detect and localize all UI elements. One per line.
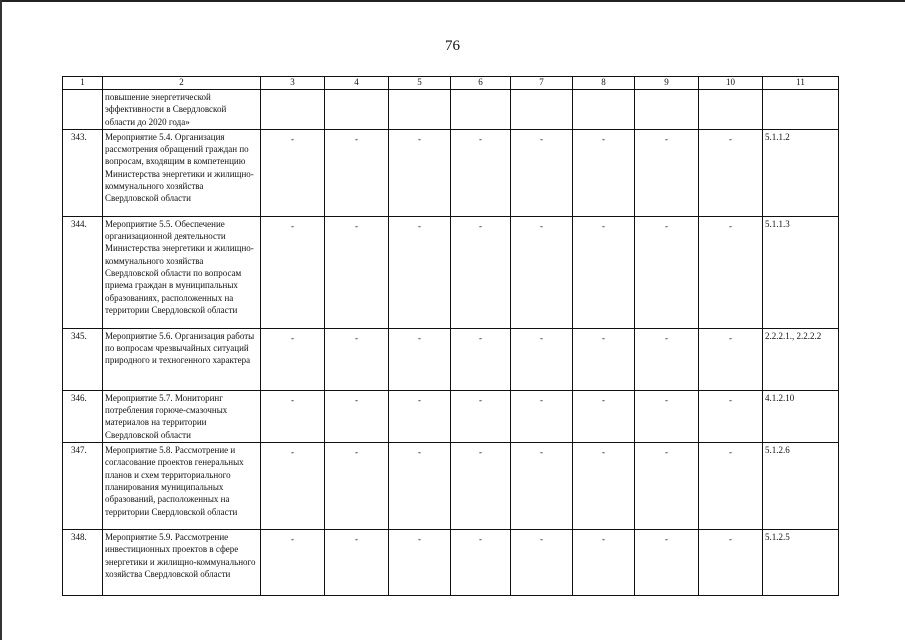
scan-left-edge: [0, 0, 2, 640]
cell-dash: -: [511, 129, 573, 216]
row-number: 347.: [63, 443, 103, 530]
cell: [635, 90, 699, 130]
column-header: 10: [699, 77, 763, 90]
cell-ref: 5.1.1.3: [763, 216, 839, 328]
cell-dash: -: [261, 390, 325, 442]
cell-dash: -: [511, 530, 573, 596]
cell-dash: -: [511, 216, 573, 328]
cell-ref: 5.1.1.2: [763, 129, 839, 216]
row-number: 345.: [63, 328, 103, 390]
column-header: 4: [325, 77, 389, 90]
cell: [389, 90, 451, 130]
row-number: 348.: [63, 530, 103, 596]
row-number: 346.: [63, 390, 103, 442]
table-row: [63, 328, 839, 390]
cell: [573, 90, 635, 130]
cell-dash: -: [389, 216, 451, 328]
column-header: 7: [511, 77, 573, 90]
row-description: Мероприятие 5.8. Рассмотрение и согласование проектов генеральных планов и схем территориального планирования муниципальных образований, расположенных на территории Свердловской области: [103, 443, 261, 530]
cell-dash: -: [325, 328, 389, 390]
cell-dash: -: [261, 129, 325, 216]
cell-dash: -: [635, 129, 699, 216]
cell-dash: -: [635, 328, 699, 390]
column-header: 1: [63, 77, 103, 90]
table-row: [63, 530, 839, 596]
cell-dash: -: [325, 129, 389, 216]
column-header: 11: [763, 77, 839, 90]
cell-dash: -: [451, 328, 511, 390]
table-row: [63, 443, 839, 530]
cell-dash: -: [325, 530, 389, 596]
cell-dash: -: [573, 328, 635, 390]
cell-dash: -: [699, 216, 763, 328]
column-header: 6: [451, 77, 511, 90]
cell-dash: -: [451, 443, 511, 530]
cell-ref: [763, 90, 839, 130]
page-number: 76: [445, 38, 460, 54]
cell-dash: -: [573, 129, 635, 216]
table-row: [63, 216, 839, 328]
cell-dash: -: [261, 328, 325, 390]
row-description: Мероприятие 5.4. Организация рассмотрения обращений граждан по вопросам, входящим в компетенцию Министерства энергетики и жилищно-коммунального хозяйства Свердловской области: [103, 129, 261, 216]
column-header: 3: [261, 77, 325, 90]
row-number: [63, 90, 103, 130]
cell-dash: -: [261, 216, 325, 328]
cell-dash: -: [389, 443, 451, 530]
table-row-continuation: [63, 90, 839, 130]
cell-dash: -: [389, 390, 451, 442]
cell-dash: -: [511, 390, 573, 442]
cell: [451, 90, 511, 130]
cell-dash: -: [635, 443, 699, 530]
table-row: [63, 390, 839, 442]
cell-dash: -: [573, 443, 635, 530]
table-row: [63, 129, 839, 216]
cell-ref: 2.2.2.1., 2.2.2.2: [763, 328, 839, 390]
row-number: 343.: [63, 129, 103, 216]
cell: [699, 90, 763, 130]
column-header-row: [63, 77, 839, 90]
row-description: повышение энергетической эффективности в Свердловской области до 2020 года»: [103, 90, 261, 130]
column-header: 9: [635, 77, 699, 90]
scan-top-edge: [0, 0, 905, 2]
cell-dash: -: [389, 328, 451, 390]
cell-dash: -: [261, 530, 325, 596]
cell-dash: -: [635, 216, 699, 328]
cell-dash: -: [389, 530, 451, 596]
cell-dash: -: [699, 530, 763, 596]
cell: [511, 90, 573, 130]
column-header: 5: [389, 77, 451, 90]
cell-dash: -: [511, 328, 573, 390]
row-description: Мероприятие 5.9. Рассмотрение инвестиционных проектов в сфере энергетики и жилищно-коммунального хозяйства Свердловской области: [103, 530, 261, 596]
cell-dash: -: [451, 390, 511, 442]
row-description: Мероприятие 5.6. Организация работы по вопросам чрезвычайных ситуаций природного и техногенного характера: [103, 328, 261, 390]
cell-ref: 5.1.2.6: [763, 443, 839, 530]
cell-dash: -: [573, 216, 635, 328]
cell-dash: -: [451, 129, 511, 216]
cell-dash: -: [261, 443, 325, 530]
column-header: 2: [103, 77, 261, 90]
measures-table: [62, 76, 839, 596]
cell-dash: -: [451, 216, 511, 328]
cell-dash: -: [511, 443, 573, 530]
row-number: 344.: [63, 216, 103, 328]
cell-dash: -: [699, 443, 763, 530]
cell-dash: -: [451, 530, 511, 596]
cell-dash: -: [389, 129, 451, 216]
cell-ref: 4.1.2.10: [763, 390, 839, 442]
cell-dash: -: [699, 390, 763, 442]
cell-dash: -: [699, 328, 763, 390]
cell-dash: -: [573, 390, 635, 442]
cell-dash: -: [325, 390, 389, 442]
column-header: 8: [573, 77, 635, 90]
cell-ref: 5.1.2.5: [763, 530, 839, 596]
cell: [261, 90, 325, 130]
cell: [325, 90, 389, 130]
cell-dash: -: [635, 390, 699, 442]
cell-dash: -: [573, 530, 635, 596]
row-description: Мероприятие 5.5. Обеспечение организационной деятельности Министерства энергетики и жилищно-коммунального хозяйства Свердловской области по вопросам приема граждан в муниципальных образованиях, расположенных на территории Свердловской области: [103, 216, 261, 328]
cell-dash: -: [699, 129, 763, 216]
row-description: Мероприятие 5.7. Мониторинг потребления горюче-смазочных материалов на территории Свердловской области: [103, 390, 261, 442]
cell-dash: -: [635, 530, 699, 596]
cell-dash: -: [325, 216, 389, 328]
cell-dash: -: [325, 443, 389, 530]
